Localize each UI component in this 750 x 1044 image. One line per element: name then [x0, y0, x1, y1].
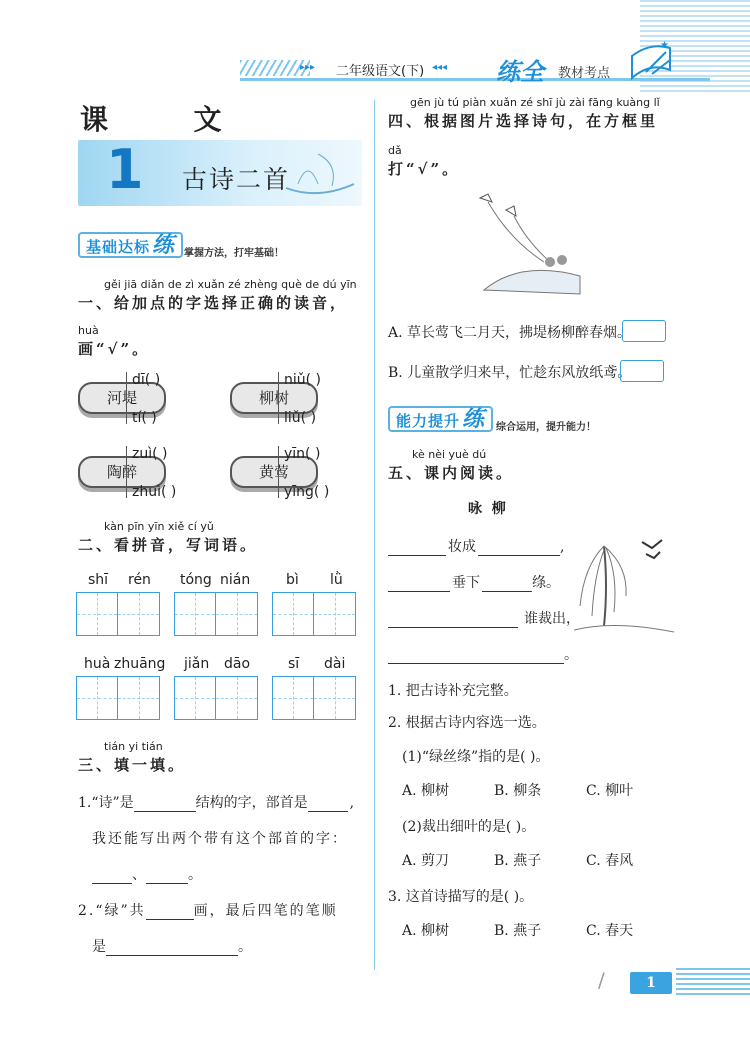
q5-text: 五、课内阅读。: [388, 464, 515, 482]
q1-option[interactable]: dī( ): [132, 372, 161, 388]
q5-option[interactable]: C. 柳叶: [586, 783, 634, 799]
answer-blank[interactable]: [106, 941, 238, 956]
header-book-title: 二年级语文(下): [336, 64, 425, 79]
q3-line1-a: 1.“诗”是: [78, 795, 134, 811]
q1-brace: [278, 372, 283, 424]
q5-option[interactable]: A. 柳树: [402, 923, 450, 939]
writing-grid[interactable]: [76, 676, 160, 720]
q1-brace: [126, 372, 131, 424]
page-number: 1: [630, 972, 672, 994]
q2-pinyin-syllable: bì: [286, 572, 299, 588]
q1-text: 一、给加点的字选择正确的读音，: [78, 294, 349, 312]
q3-line5-a: 是: [92, 939, 106, 955]
lesson-banner: [78, 140, 362, 206]
q1-brace: [278, 446, 283, 498]
answer-box[interactable]: [622, 320, 666, 342]
poem-line3: [388, 608, 580, 628]
q2-pinyin-syllable: tóng: [180, 572, 212, 588]
q1-pinyin: gěi jiā diǎn de zì xuǎn zé zhèng què de dú yīn: [104, 278, 357, 291]
tag-basic: [78, 232, 183, 258]
q2-pinyin-syllable: shī: [88, 572, 109, 588]
q5-option[interactable]: B. 燕子: [494, 923, 542, 939]
q1-word: 河堤: [78, 382, 166, 414]
q3-pinyin: tián yi tián: [104, 740, 163, 753]
page-slash-deco: /: [598, 968, 605, 992]
q1-word: 黄莺: [230, 456, 318, 488]
header-brand-sub: 教材考点: [558, 66, 611, 81]
q4-text: 四、根据图片选择诗句，在方框里: [388, 112, 659, 130]
q3-line1-b: 结构的字，部首是: [195, 795, 308, 811]
q5-sub2b: (2)裁出细叶的是( )。: [402, 819, 536, 835]
q3-line3: [92, 864, 202, 884]
writing-grid[interactable]: [174, 592, 258, 636]
q2-pinyin-syllable: zhuāng: [114, 656, 166, 672]
q2-text: 二、看拼音，写词语。: [78, 536, 259, 554]
q1-pinyin2: huà: [78, 324, 99, 337]
column-divider: [374, 100, 375, 970]
q1-option[interactable]: zuì( ): [132, 446, 168, 462]
q2-pinyin-syllable: nián: [220, 572, 251, 588]
poem-line2-end: 绦。: [532, 575, 560, 591]
q2-pinyin-syllable: huà: [84, 656, 111, 672]
q1-option[interactable]: yīng( ): [284, 484, 330, 500]
willow-illustration: [574, 526, 674, 636]
q1-word: 陶醉: [78, 456, 166, 488]
kite-illustration: [470, 190, 590, 300]
q3-sep: 、: [132, 867, 146, 883]
answer-blank[interactable]: [308, 797, 348, 812]
tag-basic-big: 练: [152, 232, 176, 258]
boat-illustration: [278, 144, 358, 202]
answer-blank[interactable]: [478, 541, 560, 556]
q2-pinyin-syllable: lǜ: [330, 572, 343, 588]
poem-line1: 妆成 ,: [388, 536, 564, 556]
tag-basic-label: 基础达标: [86, 238, 151, 256]
q3-line4-b: 画，最后四笔的笔顺: [193, 903, 338, 919]
q2-pinyin-syllable: rén: [128, 572, 151, 588]
q5-sub2a: (1)“绿丝绦”指的是( )。: [402, 749, 550, 765]
q2-pinyin-syllable: dài: [324, 656, 346, 672]
q1-option[interactable]: zhuì( ): [132, 484, 177, 500]
answer-blank[interactable]: [146, 869, 188, 884]
writing-grid[interactable]: [76, 592, 160, 636]
q5-option[interactable]: C. 春天: [586, 923, 634, 939]
q3-line4: [78, 900, 338, 920]
q2-pinyin-syllable: dāo: [224, 656, 251, 672]
q5-option[interactable]: C. 春风: [586, 853, 634, 869]
section-title: 课 文: [80, 103, 244, 136]
q3-line5-end: 。: [238, 939, 252, 955]
q5-option[interactable]: A. 柳树: [402, 783, 450, 799]
q2-pinyin-syllable: jiǎn: [184, 656, 210, 672]
q4-pinyin: gēn jù tú piàn xuǎn zé shī jù zài fāng kuàng lǐ: [410, 96, 660, 109]
q3-line1: 1.“诗”是 结构的字，部首是 ,: [78, 795, 355, 811]
q2-pinyin-syllable: sī: [288, 656, 300, 672]
q5-option[interactable]: A. 剪刀: [402, 853, 450, 869]
page-stripes: [676, 968, 750, 998]
q4-option-a: A. 草长莺飞二月天，拂堤杨柳醉春烟。: [388, 325, 632, 341]
answer-blank[interactable]: [388, 577, 450, 592]
poem-line4-end: 。: [564, 647, 578, 663]
header-arrows-right: ◂◂◂: [432, 62, 448, 73]
tag-ability: [388, 406, 493, 432]
poem-title: 咏 柳: [468, 501, 506, 517]
q4-pinyin2: dǎ: [388, 144, 402, 157]
tag-ability-big: 练: [462, 406, 486, 432]
q4-option-b: B. 儿童散学归来早，忙趁东风放纸鸢。: [388, 365, 632, 381]
q3-text: 三、填一填。: [78, 756, 187, 774]
poem-line2-text: 垂下: [452, 575, 480, 591]
q3-line5: [92, 936, 252, 956]
q5-pinyin: kè nèi yuè dú: [412, 448, 487, 461]
q5-option[interactable]: B. 柳条: [494, 783, 542, 799]
q5-sub1: 1. 把古诗补充完整。: [388, 683, 518, 699]
writing-grid[interactable]: [174, 676, 258, 720]
poem-line2: [388, 572, 560, 592]
answer-blank[interactable]: [388, 541, 446, 556]
q1-option[interactable]: liǔ( ): [284, 410, 317, 426]
q5-option[interactable]: B. 燕子: [494, 853, 542, 869]
q1-word: 柳树: [230, 382, 318, 414]
q1-text2: 画“√”。: [78, 340, 151, 358]
header-brand: 练全: [496, 58, 544, 86]
answer-blank[interactable]: [146, 905, 194, 920]
writing-grid[interactable]: [272, 592, 356, 636]
q1-brace: [126, 446, 131, 498]
poem-line1-text: 妆成: [448, 539, 476, 555]
answer-blank[interactable]: [388, 649, 564, 664]
svg-text:★: ★: [660, 40, 669, 51]
header-arrows-left: ▸▸▸: [300, 62, 316, 73]
answer-blank[interactable]: [92, 869, 132, 884]
q4-text2: 打“√”。: [388, 160, 461, 178]
answer-box[interactable]: [620, 360, 664, 382]
answer-blank[interactable]: [134, 797, 196, 812]
q2-pinyin: kàn pīn yīn xiě cí yǔ: [104, 520, 214, 533]
q1-option[interactable]: niǔ( ): [284, 372, 322, 388]
tag-basic-note: 掌握方法，打牢基础！: [184, 248, 284, 259]
tag-ability-note: 综合运用，提升能力！: [496, 422, 596, 433]
book-icon: [626, 40, 676, 86]
q3-line4-a: 2.“绿”共: [78, 903, 146, 919]
poem-line3-text: 谁裁出，: [524, 611, 580, 627]
tag-ability-label: 能力提升: [396, 412, 461, 430]
lesson-title: 古诗二首: [182, 165, 291, 194]
q1-option[interactable]: tí( ): [132, 410, 157, 426]
answer-blank[interactable]: [482, 577, 532, 592]
q3-line2: 我还能写出两个带有这个部首的字：: [92, 831, 348, 847]
poem-line4: [388, 644, 578, 664]
answer-blank[interactable]: [388, 613, 518, 628]
q1-option[interactable]: yīn( ): [284, 446, 321, 462]
q5-sub2: 2. 根据古诗内容选一选。: [388, 715, 546, 731]
writing-grid[interactable]: [272, 676, 356, 720]
lesson-number: 1: [106, 138, 144, 201]
q3-line3-end: 。: [188, 867, 202, 883]
q5-sub3: 3. 这首诗描写的是( )。: [388, 889, 534, 905]
